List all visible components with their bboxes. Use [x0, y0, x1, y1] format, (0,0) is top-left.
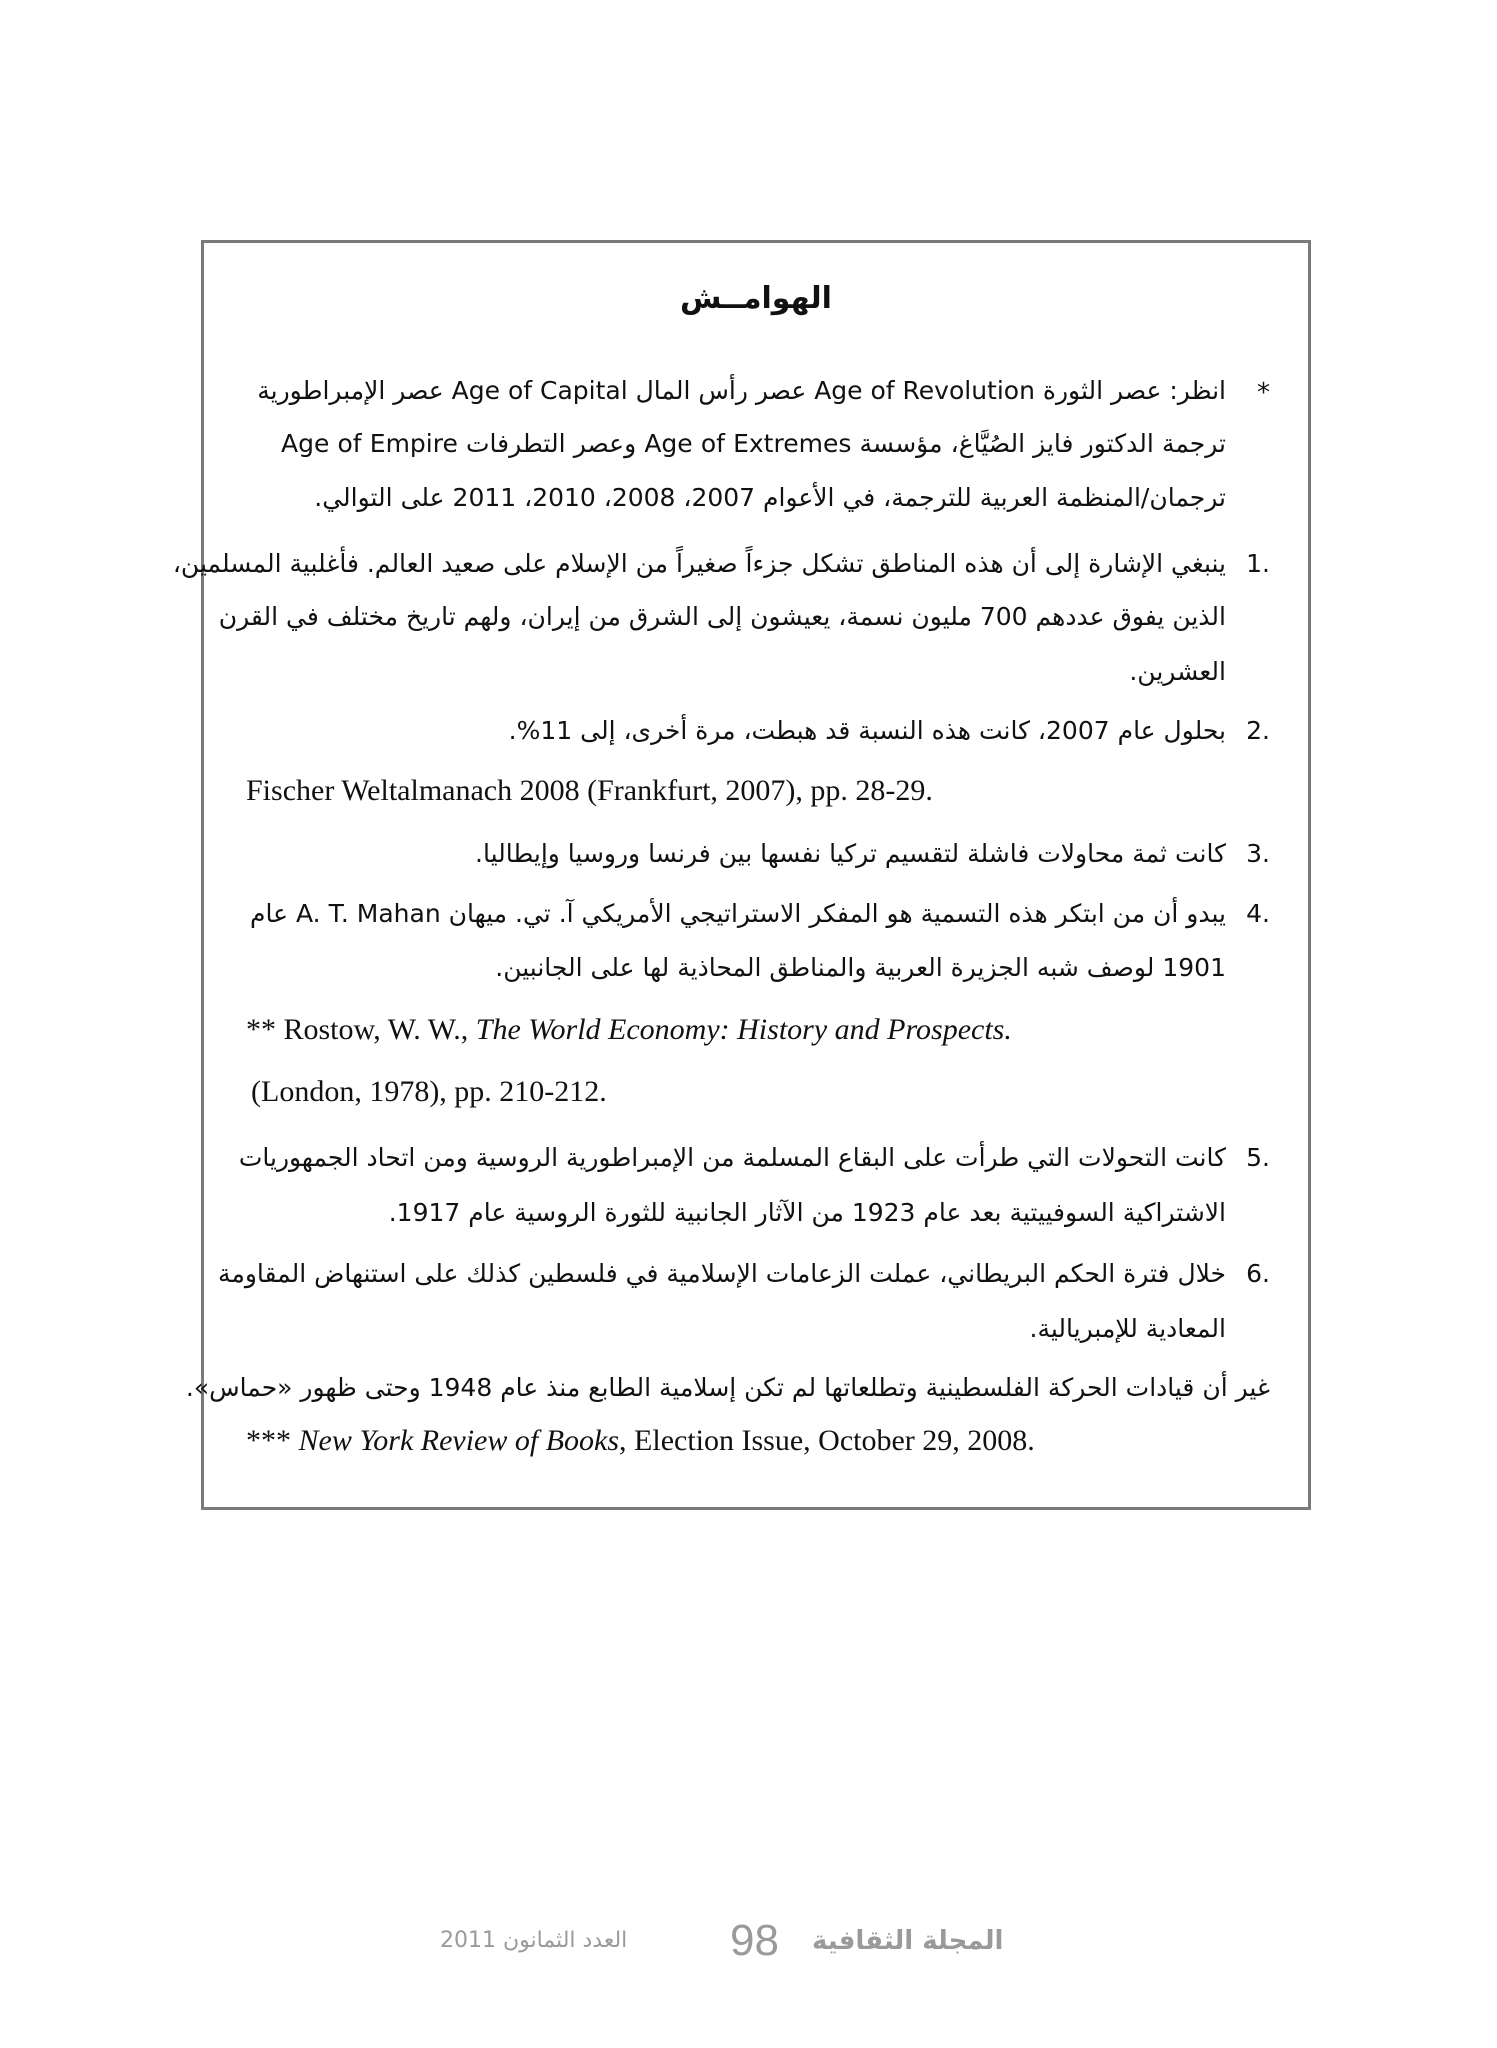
note-1-line-2: الذين يفوق عددهم 700 مليون نسمة، يعيشون إلى الشرق من إيران، ولهم تاريخ مختلف في القرن [218, 602, 1226, 631]
double-star-reference-line-1 [246, 1015, 1012, 1045]
note-5-line-2: الاشتراكية السوفييتية بعد عام 1923 من الآثار الجانبية للثورة الروسية عام 1917. [388, 1198, 1226, 1227]
star-note-line-1: انظر: عصر الثورة Age of Revolution عصر رأس المال Age of Capital عصر الإمبراطورية [257, 376, 1226, 405]
star-note-line-2: Age of Empire وعصر التطرفات Age of Extremes ترجمة الدكتور فايز الصُيَّاغ، مؤسسة [281, 429, 1227, 458]
note-6-line-1: خلال فترة الحكم البريطاني، عملت الزعامات الإسلامية في فلسطين كذلك على استنهاض المقاومة [218, 1259, 1226, 1288]
note-2-number: 2. [1246, 716, 1270, 745]
footer-issue: العدد الثمانون 2011 [440, 1928, 628, 1953]
note-6-extra-line: غير أن قيادات الحركة الفلسطينية وتطلعاتها لم تكن إسلامية الطابع منذ عام 1948 وحتى ظهور «حماس». [185, 1373, 1270, 1402]
note-5-number: 5. [1246, 1143, 1270, 1172]
note-2-line-1: بحلول عام 2007، كانت هذه النسبة قد هبطت، مرة أخرى، إلى 11%. [508, 716, 1226, 745]
notes-title: الهوامــش [680, 281, 832, 316]
note-4-line-2: 1901 لوصف شبه الجزيرة العربية والمناطق المحاذية لها على الجانبين. [495, 953, 1226, 982]
double-star-title: The World Economy: History and Prospects. [475, 1013, 1012, 1046]
note-3-number: 3. [1246, 839, 1270, 868]
star-note-marker: * [1257, 378, 1270, 408]
footer-magazine-name: المجلة الثقافية [812, 1926, 1004, 1956]
note-4-line-1: يبدو أن من ابتكر هذه التسمية هو المفكر الاستراتيجي الأمريكي آ. تي. ميهان A. T. Mahan عام [250, 899, 1226, 928]
note-6-line-2: المعادية للإمبريالية. [1029, 1314, 1226, 1343]
double-star-prefix: ** Rostow, W. W., [246, 1013, 476, 1046]
note-6-number: 6. [1246, 1259, 1270, 1288]
triple-star-reference [246, 1426, 1035, 1456]
note-2-reference: Fischer Weltalmanach 2008 (Frankfurt, 2007), pp. 28-29. [246, 774, 933, 807]
page-footer [440, 1916, 1080, 1965]
note-1-line-1: ينبغي الإشارة إلى أن هذه المناطق تشكل جزءاً صغيراً من الإسلام على صعيد العالم. فأغلبية المسلمين، [172, 549, 1226, 578]
note-1-number: 1. [1246, 549, 1270, 578]
footnotes-box [172, 240, 1311, 1510]
note-4-number: 4. [1246, 899, 1270, 928]
triple-star-title: New York Review of Books [298, 1424, 620, 1457]
triple-star-rest: , Election Issue, October 29, 2008. [619, 1424, 1035, 1457]
footer-page-number: 98 [730, 1916, 779, 1965]
note-3-line-1: كانت ثمة محاولات فاشلة لتقسيم تركيا نفسها بين فرنسا وروسيا وإيطاليا. [475, 839, 1226, 868]
triple-star-prefix: *** [246, 1424, 299, 1457]
star-note-line-3: ترجمان/المنظمة العربية للترجمة، في الأعوام 2007، 2008، 2010، 2011 على التوالي. [314, 483, 1226, 512]
note-5-line-1: كانت التحولات التي طرأت على البقاع المسلمة من الإمبراطورية الروسية ومن اتحاد الجمهوريات [238, 1143, 1226, 1172]
double-star-reference-line-2: (London, 1978), pp. 210-212. [251, 1075, 607, 1108]
note-1-line-3: العشرين. [1129, 657, 1226, 686]
